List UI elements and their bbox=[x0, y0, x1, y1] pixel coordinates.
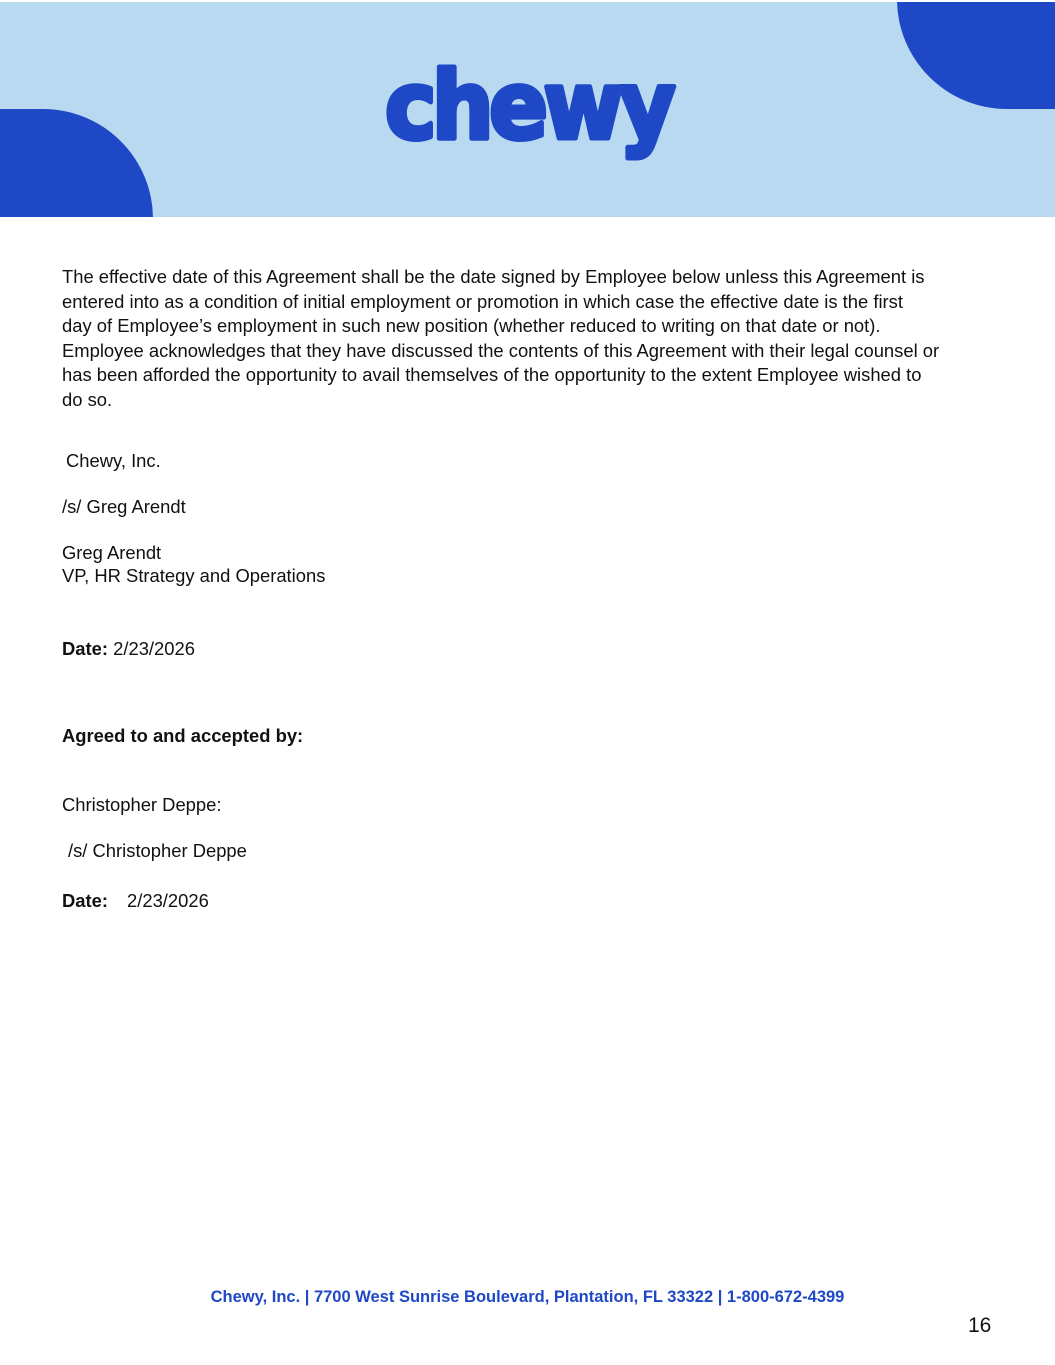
signer-title: VP, HR Strategy and Operations bbox=[62, 565, 326, 586]
company-date-line bbox=[62, 637, 195, 662]
agreed-heading: Agreed to and accepted by: bbox=[62, 725, 304, 746]
paragraph-line: do so. bbox=[62, 388, 113, 410]
company-date-value: 2/23/2026 bbox=[113, 638, 195, 659]
employee-signature: /s/ Christopher Deppe bbox=[68, 840, 247, 861]
paragraph-line: day of Employee’s employment in such new position (whether reduced to writing on that date or not). bbox=[62, 315, 881, 337]
footer-address: Chewy, Inc. | 7700 West Sunrise Boulevard, Plantation, FL 33322 | 1-800-672-4399 bbox=[210, 1288, 845, 1306]
company-signature: /s/ Greg Arendt bbox=[62, 496, 186, 517]
employee-date-label: Date: bbox=[62, 890, 108, 911]
signer-name: Greg Arendt bbox=[62, 542, 162, 563]
paragraph-line: entered into as a condition of initial employment or promotion in which case the effective date is the first bbox=[62, 290, 903, 312]
effective-date-paragraph bbox=[62, 265, 1002, 413]
paragraph-line: The effective date of this Agreement shall be the date signed by Employee below unless this Agreement is bbox=[62, 266, 925, 287]
employee-label: Christopher Deppe: bbox=[62, 794, 222, 815]
header-banner bbox=[0, 2, 1055, 217]
date-label: Date: bbox=[62, 638, 108, 659]
employee-date-value: 2/23/2026 bbox=[127, 890, 209, 911]
paragraph-line: has been afforded the opportunity to avail themselves of the opportunity to the extent Employee wished to bbox=[62, 364, 922, 386]
decorative-corner-right bbox=[897, 2, 1055, 109]
decorative-corner-left bbox=[0, 109, 153, 217]
employee-date-line bbox=[62, 889, 209, 914]
chewy-logo bbox=[378, 58, 678, 162]
logo-text: chewy bbox=[385, 58, 675, 161]
page-number: 16 bbox=[968, 1314, 992, 1337]
company-name: Chewy, Inc. bbox=[66, 450, 161, 471]
paragraph-line: Employee acknowledges that they have discussed the contents of this Agreement with their legal counsel or bbox=[62, 339, 940, 361]
